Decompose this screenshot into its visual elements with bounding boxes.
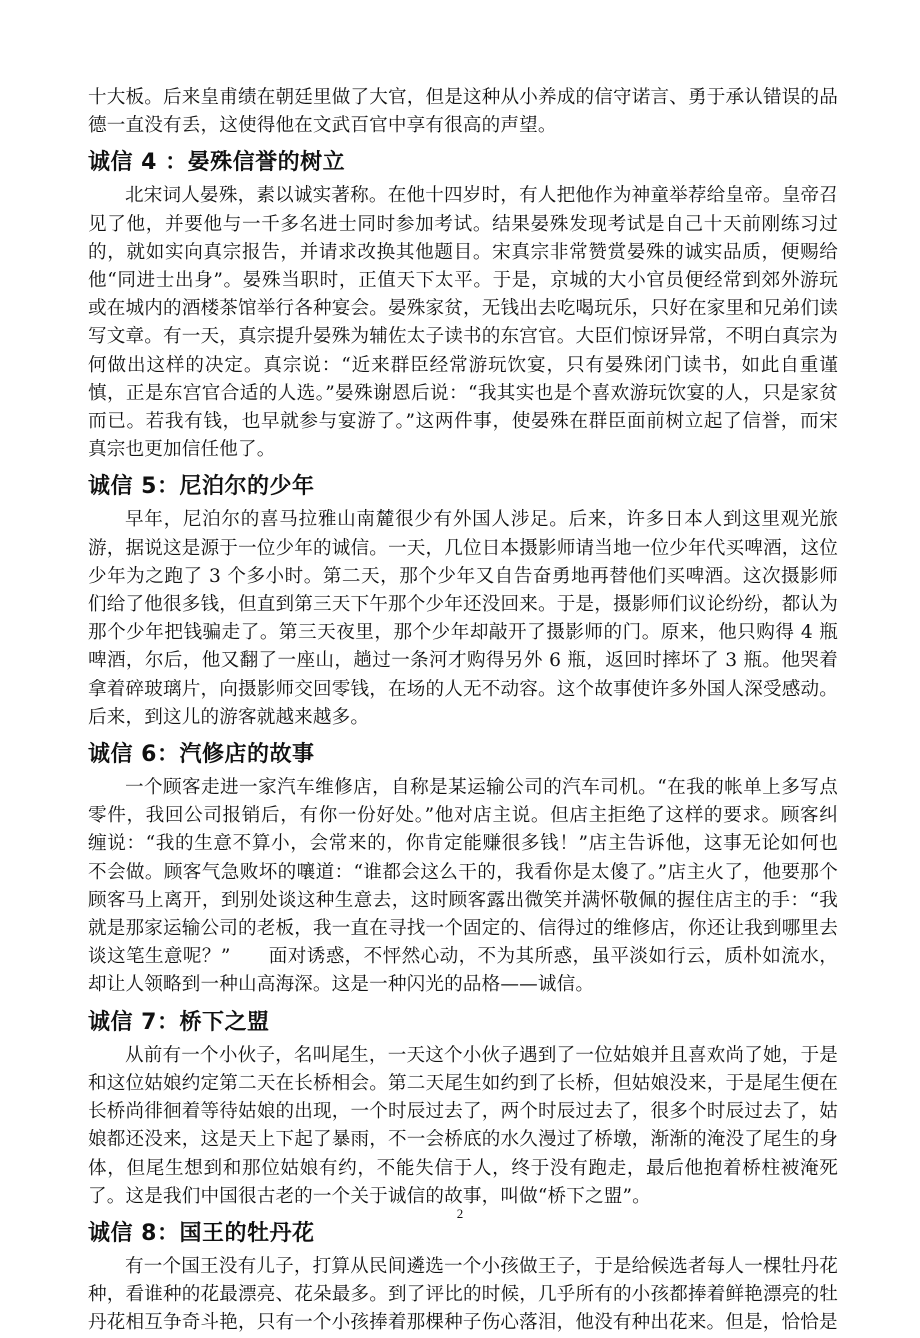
paragraph-nepal-boy: 早年，尼泊尔的喜马拉雅山南麓很少有外国人涉足。后来，许多日本人到这里观光旅游，据说这是源于一位少年的诚信。一天，几位日本摄影师请当地一位少年代买啤酒，这位少年为之跑了 3 个多小时。第二天，那个少年又自告奋勇地再替他们买啤酒。这次摄影师们给了他很多钱，但直到第三天下午那个少年还没回来。于是，摄影师们议论纷纷，都认为那个少年把钱骗走了。第三天夜里，那个少年却敲开了摄影师的门。原来，他只购得 4 瓶啤酒，尔后，他又翻了一座山，趟过一条河才购得另外 6 瓶，返回时摔坏了 3 瓶。他哭着拿着碎玻璃片，向摄影师交回零钱，在场的人无不动容。这个故事使许多外国人深受感动。后来，到这儿的游客就越来越多。 [88, 509, 838, 728]
paragraph-bridge-oath: 从前有一个小伙子，名叫尾生，一天这个小伙子遇到了一位姑娘并且喜欢尚了她，于是和这位姑娘约定第二天在长桥相会。第二天尾生如约到了长桥，但姑娘没来，于是尾生便在长桥尚徘徊着等待姑娘的出现，一个时辰过去了，两个时辰过去了，很多个时辰过去了，姑娘都还没来，这是天上下起了暴雨，不一会桥底的水久漫过了桥墩，渐渐的淹没了尾生的身体，但尾生想到和那位姑娘有约，不能失信于人，终于没有跑走，最后他抱着桥柱被淹死了。这是我们中国很古老的一个关于诚信的故事，叫做“桥下之盟”。 [88, 1044, 838, 1207]
section-heading-4: 诚信 4 ：晏殊信誉的树立 [88, 150, 346, 176]
paragraph-repair-shop: 一个顾客走进一家汽车维修店，自称是某运输公司的汽车司机。“在我的帐单上多写点零件，我回公司报销后，有你一份好处。”他对店主说。但店主拒绝了这样的要求。顾客纠缠说：“我的生意不算小，会常来的，你肯定能赚很多钱！”店主告诉他，这事无论如何也不会做。顾客气急败坏的嚷道：“谁都会这么干的，我看你是太傻了。”店主火了，他要那个顾客马上离开，到别处谈这种生意去，这时顾客露出微笑并满怀敬佩的握住店主的手：“我就是那家运输公司的老板，我一直在寻找一个固定的、信得过的维修店，你还让我到哪里去谈这笔生意呢？” 面对诱惑，不怦然心动，不为其所惑，虽平淡如行云，质朴如流水，却让人领略到一种山高海深。这是一种闪光的品格——诚信。 [88, 777, 838, 996]
section-heading-7: 诚信 7：桥下之盟 [88, 1009, 270, 1035]
document-page [88, 84, 838, 1338]
section-heading-5: 诚信 5：尼泊尔的少年 [88, 474, 315, 500]
paragraph-peony: 有一个国王没有儿子，打算从民间遴选一个小孩做王子，于是给候选者每人一棵牡丹花种，看谁种的花最漂亮、花朵最多。到了评比的时候，几乎所有的小孩都捧着鲜艳漂亮的牡丹花相互争奇斗艳，只有一个小孩捧着那棵种子伤心落泪，他没有种出花来。但是，恰恰是 [88, 1255, 838, 1334]
paragraph-continuation: 十大板。后来皇甫绩在朝廷里做了大官，但是这种从小养成的信守诺言、勇于承认错误的品德一直没有丢，这使得他在文武百官中享有很高的声望。 [88, 87, 838, 137]
section-heading-8: 诚信 8：国王的牡丹花 [88, 1220, 315, 1246]
section-heading-6: 诚信 6：汽修店的故事 [88, 742, 315, 768]
paragraph-yanshu: 北宋词人晏殊，素以诚实著称。在他十四岁时，有人把他作为神童举荐给皇帝。皇帝召见了他，并要他与一千多名进士同时参加考试。结果晏殊发现考试是自己十天前刚练习过的，就如实向真宗报告，并请求改换其他题目。宋真宗非常赞赏晏殊的诚实品质，便赐给他“同进士出身”。晏殊当职时，正值天下太平。于是，京城的大小官员便经常到郊外游玩或在城内的酒楼茶馆举行各种宴会。晏殊家贫，无钱出去吃喝玩乐，只好在家里和兄弟们读写文章。有一天，真宗提升晏殊为辅佐太子读书的东宫官。大臣们惊讶异常，不明白真宗为何做出这样的决定。真宗说：“近来群臣经常游玩饮宴，只有晏殊闭门读书，如此自重谨慎，正是东宫官合适的人选。”晏殊谢恩后说：“我其实也是个喜欢游玩饮宴的人，只是家贫而已。若我有钱，也早就参与宴游了。”这两件事，使晏殊在群臣面前树立起了信誉，而宋真宗也更加信任他了。 [88, 185, 838, 461]
page-number: 2 [456, 1206, 464, 1221]
